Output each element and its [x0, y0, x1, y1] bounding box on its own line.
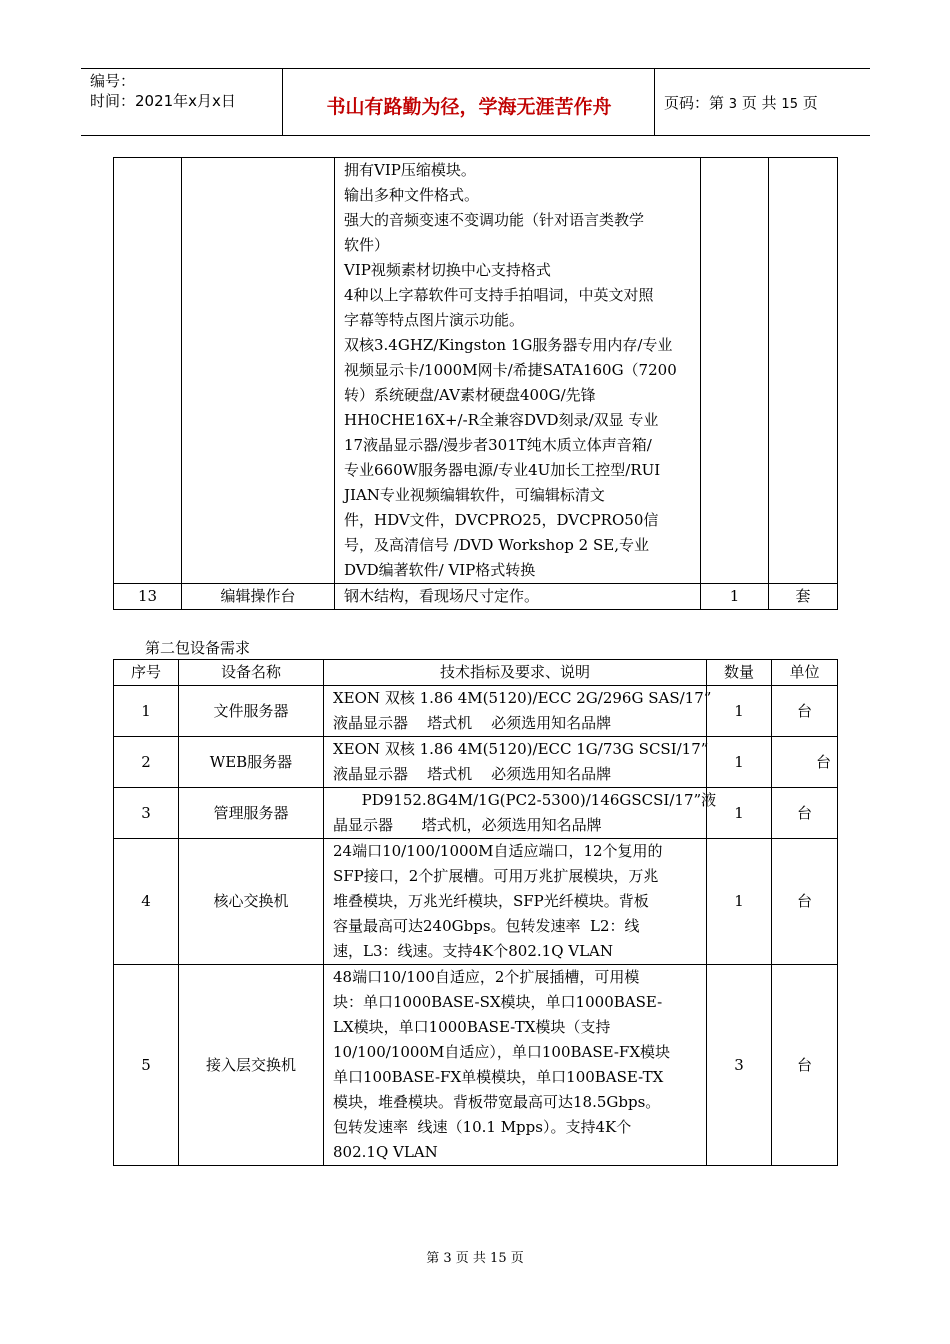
- cell-unit: 套: [769, 584, 838, 610]
- desc-line: 10/100/1000M自适应），单口100BASE-FX模块: [333, 1043, 671, 1061]
- cell-unit: 台: [772, 737, 838, 788]
- desc-line: DVD编著软件/ VIP格式转换: [344, 561, 536, 579]
- table-row: [114, 788, 838, 839]
- desc-lines: [344, 158, 692, 583]
- page-prefix: 页码：第: [664, 94, 725, 112]
- page-suffix: 页: [802, 94, 818, 112]
- desc-line: PD9152.8G4M/1G(PC2-5300)/146GSCSI/17”液: [333, 791, 717, 809]
- cell-desc: [324, 965, 707, 1166]
- cell-name: 管理服务器: [179, 788, 324, 839]
- page-total: 15: [781, 97, 798, 112]
- desc-line: 24端口10/100/1000M自适应端口，12个复用的: [333, 842, 663, 860]
- cell-no: 1: [114, 686, 179, 737]
- table-row: [114, 965, 838, 1166]
- desc-line: 4种以上字幕软件可支持手拍唱词，中英文对照: [344, 286, 654, 304]
- header-meta: [90, 71, 236, 111]
- cell-no: 5: [114, 965, 179, 1166]
- cell-qty: 1: [707, 686, 772, 737]
- desc-line: VIP视频素材切换中心支持格式: [344, 261, 551, 279]
- desc-line: 号，及高清信号 /DVD Workshop 2 SE,专业: [344, 536, 649, 554]
- table-row: [114, 839, 838, 965]
- table-row: [114, 737, 838, 788]
- desc-line: HH0CHE16X+/-R全兼容DVD刻录/双显 专业: [344, 411, 659, 429]
- desc-line: 件，HDV文件，DVCPRO25，DVCPRO50信: [344, 511, 659, 529]
- cell-desc: [324, 737, 707, 788]
- page-number: 3: [728, 97, 738, 112]
- cell-no: 2: [114, 737, 179, 788]
- desc-line: 视频显示卡/1000M网卡/希捷SATA160G（7200: [344, 361, 677, 379]
- desc-line: JIAN专业视频编辑软件，可编辑标清文: [344, 486, 605, 504]
- desc-line: 输出多种文件格式。: [344, 186, 480, 204]
- doc-time-label: 时间：2021年x月x日: [90, 92, 236, 110]
- cell-no: 3: [114, 788, 179, 839]
- cell-unit: 台: [772, 965, 838, 1166]
- cell-desc: [335, 158, 701, 584]
- cell-unit: 台: [772, 839, 838, 965]
- desc-line: 强大的音频变速不变调功能（针对语言类教学: [344, 211, 645, 229]
- header-motto: 书山有路勤为径，学海无涯苦作舟: [326, 96, 612, 118]
- equipment-table-1: [113, 157, 838, 610]
- desc-line: 速，L3：线速。支持4K个802.1Q VLAN: [333, 942, 614, 960]
- desc-line: 单口100BASE-FX单模模块，单口100BASE-TX: [333, 1068, 664, 1086]
- cell-qty: 1: [707, 839, 772, 965]
- cell-no: 13: [114, 584, 182, 610]
- section-title: 第二包设备需求: [145, 639, 251, 657]
- cell-desc: [324, 788, 717, 839]
- desc-line: SFP接口，2个扩展槽。可用万兆扩展模块，万兆: [333, 867, 659, 885]
- cell-name: 编辑操作台: [182, 584, 335, 610]
- cell-name: WEB服务器: [179, 737, 324, 788]
- page-footer: 第 3 页 共 15 页: [426, 1251, 524, 1266]
- desc-line: 包转发速率 线速（10.1 Mpps）。支持4K个: [333, 1118, 632, 1136]
- cell-desc: [324, 686, 712, 737]
- desc-line: 拥有VIP压缩模块。: [344, 161, 476, 179]
- cell-unit: 台: [772, 686, 838, 737]
- cell-qty: 1: [707, 737, 772, 788]
- cell-name: 接入层交换机: [179, 965, 324, 1166]
- desc-line: XEON 双核 1.86 4M(5120)/ECC 2G/296G SAS/17”: [333, 689, 712, 707]
- header-name: 设备名称: [179, 660, 324, 686]
- cell-name: [182, 158, 335, 584]
- header-page-info: [664, 92, 818, 113]
- desc-line: 专业660W服务器电源/专业4U加长工控型/RUI: [344, 461, 661, 479]
- table-body: [114, 686, 838, 1166]
- desc-line: 模块，堆叠模块。背板带宽最高可达18.5Gbps。: [333, 1093, 661, 1111]
- header-top-rule: [81, 68, 870, 69]
- desc-line: 晶显示器 塔式机，必须选用知名品牌: [333, 816, 602, 834]
- page-mid: 页 共: [741, 94, 777, 112]
- cell-qty: 3: [707, 965, 772, 1166]
- desc-line: 液晶显示器 塔式机 必须选用知名品牌: [333, 714, 612, 732]
- desc-line: 17液晶显示器/漫步者301T纯木质立体声音箱/: [344, 436, 652, 454]
- desc-line: 转）系统硬盘/AV素材硬盘400G/先锋: [344, 386, 596, 404]
- cell-unit: 台: [772, 788, 838, 839]
- table-header-row: [114, 660, 838, 686]
- cell-desc: [324, 839, 707, 965]
- cell-name: 文件服务器: [179, 686, 324, 737]
- doc-number-label: 编号：: [90, 72, 136, 90]
- cell-no: 4: [114, 839, 179, 965]
- desc-line: 双核3.4GHZ/Kingston 1G服务器专用内存/专业: [344, 336, 673, 354]
- header-divider: [282, 68, 283, 135]
- cell-no: [114, 158, 182, 584]
- desc-line: 48端口10/100自适应，2个扩展插槽，可用模: [333, 968, 640, 986]
- cell-qty: [701, 158, 769, 584]
- table-row: [114, 584, 838, 610]
- header-no: 序号: [114, 660, 179, 686]
- header-bottom-rule: [81, 135, 870, 136]
- desc-line: 液晶显示器 塔式机 必须选用知名品牌: [333, 765, 612, 783]
- cell-qty: 1: [707, 788, 772, 839]
- desc-line: 字幕等特点图片演示功能。: [344, 311, 525, 329]
- desc-line: 堆叠模块，万兆光纤模块，SFP光纤模块。背板: [333, 892, 649, 910]
- cell-desc: 钢木结构，看现场尺寸定作。: [335, 584, 701, 610]
- cell-qty: 1: [701, 584, 769, 610]
- table-row: [114, 158, 838, 584]
- desc-line: 802.1Q VLAN: [333, 1143, 438, 1161]
- equipment-table-2: [113, 659, 838, 1166]
- desc-line: 块：单口1000BASE-SX模块，单口1000BASE-: [333, 993, 663, 1011]
- header-unit: 单位: [772, 660, 838, 686]
- desc-line: XEON 双核 1.86 4M(5120)/ECC 1G/73G SCSI/17”: [333, 740, 709, 758]
- desc-line: 软件）: [344, 236, 390, 254]
- header-divider: [654, 68, 655, 135]
- header-desc: 技术指标及要求、说明: [324, 660, 707, 686]
- desc-line: 容量最高可达240Gbps。包转发速率 L2：线: [333, 917, 640, 935]
- header-qty: 数量: [707, 660, 772, 686]
- table-row: [114, 686, 838, 737]
- cell-unit: [769, 158, 838, 584]
- cell-name: 核心交换机: [179, 839, 324, 965]
- desc-line: LX模块，单口1000BASE-TX模块（支持: [333, 1018, 611, 1036]
